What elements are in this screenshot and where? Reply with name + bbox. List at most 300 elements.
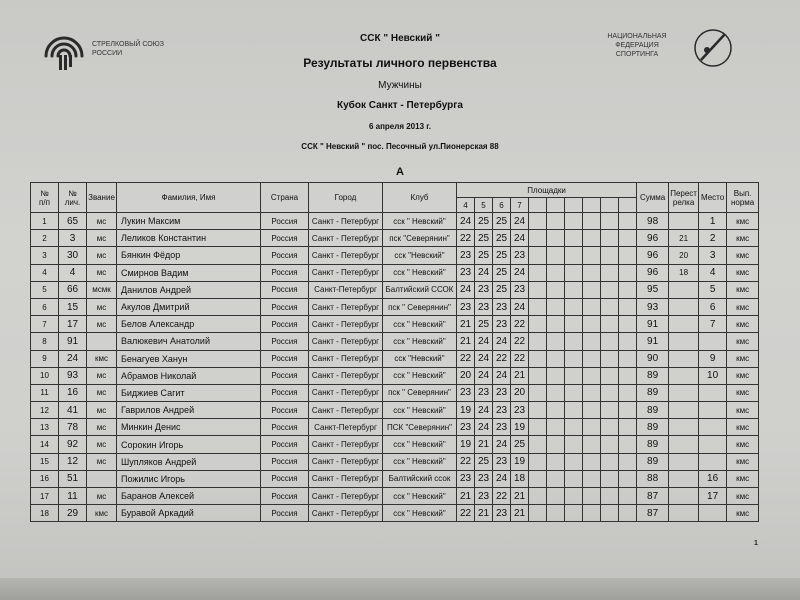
total-sum: 90 bbox=[637, 350, 669, 367]
table-row bbox=[31, 350, 759, 367]
ground-score-empty bbox=[565, 213, 583, 230]
rank: мсмк bbox=[87, 281, 117, 298]
total-sum: 89 bbox=[637, 367, 669, 384]
ground-score: 23 bbox=[511, 247, 529, 264]
ground-number-header: 7 bbox=[511, 198, 529, 213]
col-header-city: Город bbox=[309, 183, 383, 213]
place: 1 bbox=[699, 213, 727, 230]
ground-score: 23 bbox=[493, 453, 511, 470]
country: Россия bbox=[261, 436, 309, 453]
place bbox=[699, 453, 727, 470]
ground-score: 22 bbox=[511, 333, 529, 350]
ground-score-empty bbox=[547, 316, 565, 333]
club: сск " Невский" bbox=[383, 402, 457, 419]
ground-score-empty bbox=[601, 367, 619, 384]
country: Россия bbox=[261, 213, 309, 230]
table-row bbox=[31, 333, 759, 350]
ground-score-empty bbox=[601, 316, 619, 333]
shootoff-score bbox=[669, 367, 699, 384]
city: Санкт - Петербург bbox=[309, 436, 383, 453]
city: Санкт - Петербург bbox=[309, 213, 383, 230]
row-number: 3 bbox=[31, 247, 59, 264]
ground-score-empty bbox=[601, 333, 619, 350]
ground-score-empty bbox=[529, 230, 547, 247]
total-sum: 91 bbox=[637, 333, 669, 350]
row-number: 16 bbox=[31, 470, 59, 487]
ground-score-empty bbox=[529, 470, 547, 487]
shootoff-score bbox=[669, 419, 699, 436]
country: Россия bbox=[261, 333, 309, 350]
ground-score: 24 bbox=[511, 213, 529, 230]
ground-score-empty bbox=[565, 419, 583, 436]
athlete-name: Пожилис Игорь bbox=[117, 470, 261, 487]
ground-score-empty bbox=[583, 316, 601, 333]
ground-score: 25 bbox=[475, 316, 493, 333]
ground-score-empty bbox=[583, 384, 601, 401]
ground-number-header bbox=[547, 198, 565, 213]
ground-score: 20 bbox=[511, 384, 529, 401]
rank: мс bbox=[87, 367, 117, 384]
ground-score-empty bbox=[529, 453, 547, 470]
shootoff-score bbox=[669, 384, 699, 401]
rank: мс bbox=[87, 488, 117, 505]
country: Россия bbox=[261, 350, 309, 367]
total-sum: 88 bbox=[637, 470, 669, 487]
row-number: 15 bbox=[31, 453, 59, 470]
ground-score-empty bbox=[529, 281, 547, 298]
ground-score: 24 bbox=[475, 264, 493, 281]
license-number: 4 bbox=[59, 264, 87, 281]
shooting-union-name: СТРЕЛКОВЫЙ СОЮЗ РОССИИ bbox=[92, 41, 164, 57]
page-title: Результаты личного первенства bbox=[303, 56, 497, 70]
norm: кмс bbox=[727, 367, 759, 384]
ground-score-empty bbox=[583, 453, 601, 470]
col-header-place: Место bbox=[699, 183, 727, 213]
ground-score: 23 bbox=[475, 384, 493, 401]
ground-score-empty bbox=[547, 247, 565, 264]
athlete-name: Абрамов Николай bbox=[117, 367, 261, 384]
athlete-name: Данилов Андрей bbox=[117, 281, 261, 298]
norm: кмс bbox=[727, 333, 759, 350]
norm: кмс bbox=[727, 436, 759, 453]
ground-score-empty bbox=[601, 247, 619, 264]
ground-score: 24 bbox=[493, 436, 511, 453]
place: 16 bbox=[699, 470, 727, 487]
ground-score-empty bbox=[565, 298, 583, 315]
city: Санкт - Петербург bbox=[309, 402, 383, 419]
ground-score-empty bbox=[583, 419, 601, 436]
row-number: 17 bbox=[31, 488, 59, 505]
country: Россия bbox=[261, 316, 309, 333]
ground-score: 21 bbox=[457, 488, 475, 505]
club: сск " Невский" bbox=[383, 488, 457, 505]
ground-score-empty bbox=[565, 316, 583, 333]
col-header-license: № лич. bbox=[59, 183, 87, 213]
ground-score-empty bbox=[529, 402, 547, 419]
ground-score-empty bbox=[583, 402, 601, 419]
club: сск " Невский" bbox=[383, 436, 457, 453]
norm: кмс bbox=[727, 230, 759, 247]
ground-score: 20 bbox=[457, 367, 475, 384]
col-header-grounds: Площадки bbox=[457, 183, 637, 198]
city: Санкт-Петербург bbox=[309, 419, 383, 436]
ground-score: 23 bbox=[475, 488, 493, 505]
ground-score-empty bbox=[565, 505, 583, 522]
city: Санкт - Петербург bbox=[309, 230, 383, 247]
row-number: 5 bbox=[31, 281, 59, 298]
country: Россия bbox=[261, 367, 309, 384]
license-number: 11 bbox=[59, 488, 87, 505]
athlete-name: Валюкевич Анатолий bbox=[117, 333, 261, 350]
ground-score-empty bbox=[529, 333, 547, 350]
athlete-name: Смирнов Вадим bbox=[117, 264, 261, 281]
ground-score-empty bbox=[601, 213, 619, 230]
license-number: 30 bbox=[59, 247, 87, 264]
club: пск " Северянин" bbox=[383, 298, 457, 315]
ground-score-empty bbox=[583, 505, 601, 522]
total-sum: 95 bbox=[637, 281, 669, 298]
ground-score: 21 bbox=[511, 367, 529, 384]
ground-score-empty bbox=[619, 367, 637, 384]
ground-score-empty bbox=[565, 384, 583, 401]
ground-score: 19 bbox=[457, 402, 475, 419]
ground-score-empty bbox=[547, 488, 565, 505]
ground-score-empty bbox=[565, 247, 583, 264]
place bbox=[699, 419, 727, 436]
license-number: 51 bbox=[59, 470, 87, 487]
athlete-name: Белов Александр bbox=[117, 316, 261, 333]
ground-score: 23 bbox=[475, 281, 493, 298]
ground-score-empty bbox=[547, 367, 565, 384]
shootoff-score bbox=[669, 505, 699, 522]
ground-score-empty bbox=[565, 470, 583, 487]
place: 3 bbox=[699, 247, 727, 264]
date-heading: 6 апреля 2013 г. bbox=[368, 122, 432, 131]
col-header-rank: Звание bbox=[87, 183, 117, 213]
rank: кмс bbox=[87, 505, 117, 522]
ground-score: 22 bbox=[457, 505, 475, 522]
ground-score: 23 bbox=[493, 384, 511, 401]
ground-score: 24 bbox=[457, 281, 475, 298]
ground-score: 23 bbox=[511, 402, 529, 419]
row-number: 12 bbox=[31, 402, 59, 419]
place bbox=[699, 436, 727, 453]
club: сск " Невский" bbox=[383, 453, 457, 470]
results-table bbox=[30, 182, 759, 522]
total-sum: 89 bbox=[637, 402, 669, 419]
ground-score-empty bbox=[529, 247, 547, 264]
city: Санкт - Петербург bbox=[309, 505, 383, 522]
total-sum: 96 bbox=[637, 247, 669, 264]
row-number: 9 bbox=[31, 350, 59, 367]
col-header-shootoff: Перест релка bbox=[669, 183, 699, 213]
ground-score-empty bbox=[619, 384, 637, 401]
ground-score: 23 bbox=[511, 281, 529, 298]
ground-score-empty bbox=[601, 281, 619, 298]
ground-score-empty bbox=[583, 230, 601, 247]
ground-number-header bbox=[565, 198, 583, 213]
row-number: 10 bbox=[31, 367, 59, 384]
ground-score: 22 bbox=[511, 316, 529, 333]
ground-score-empty bbox=[547, 230, 565, 247]
col-header-club: Клуб bbox=[383, 183, 457, 213]
city: Санкт - Петербург bbox=[309, 264, 383, 281]
col-header-num: № п/п bbox=[31, 183, 59, 213]
ground-score: 22 bbox=[511, 350, 529, 367]
norm: кмс bbox=[727, 505, 759, 522]
ground-score: 25 bbox=[493, 281, 511, 298]
table-row bbox=[31, 384, 759, 401]
ground-score-empty bbox=[601, 488, 619, 505]
ground-score-empty bbox=[547, 350, 565, 367]
ground-score: 25 bbox=[511, 436, 529, 453]
ground-number-header bbox=[529, 198, 547, 213]
ground-score: 24 bbox=[475, 402, 493, 419]
table-row bbox=[31, 488, 759, 505]
ground-score-empty bbox=[565, 264, 583, 281]
ground-score: 21 bbox=[457, 333, 475, 350]
ground-score-empty bbox=[601, 419, 619, 436]
rank: мс bbox=[87, 453, 117, 470]
ground-score: 25 bbox=[493, 213, 511, 230]
rank: мс bbox=[87, 384, 117, 401]
ground-score-empty bbox=[547, 419, 565, 436]
norm: кмс bbox=[727, 384, 759, 401]
place: 10 bbox=[699, 367, 727, 384]
sporting-federation-name: НАЦИОНАЛЬНАЯ ФЕДЕРАЦИЯ СПОРТИНГА bbox=[607, 33, 667, 58]
shootoff-score: 18 bbox=[669, 264, 699, 281]
ground-score: 22 bbox=[457, 453, 475, 470]
athlete-name: Биджиев Сагит bbox=[117, 384, 261, 401]
ground-score-empty bbox=[547, 505, 565, 522]
ground-score: 24 bbox=[457, 213, 475, 230]
ground-score-empty bbox=[583, 367, 601, 384]
athlete-name: Гаврилов Андрей bbox=[117, 402, 261, 419]
ground-score: 21 bbox=[511, 488, 529, 505]
club: Балтийский ССОК bbox=[383, 281, 457, 298]
city: Санкт - Петербург bbox=[309, 350, 383, 367]
ground-score-empty bbox=[529, 350, 547, 367]
ground-number-header bbox=[583, 198, 601, 213]
ground-score-empty bbox=[547, 264, 565, 281]
city: Санкт-Петербург bbox=[309, 281, 383, 298]
place: 9 bbox=[699, 350, 727, 367]
row-number: 8 bbox=[31, 333, 59, 350]
table-row bbox=[31, 264, 759, 281]
country: Россия bbox=[261, 298, 309, 315]
ground-score-empty bbox=[529, 264, 547, 281]
ground-score: 19 bbox=[457, 436, 475, 453]
ground-score: 23 bbox=[493, 298, 511, 315]
norm: кмс bbox=[727, 453, 759, 470]
license-number: 93 bbox=[59, 367, 87, 384]
ground-score: 21 bbox=[475, 505, 493, 522]
shooting-union-logo-icon bbox=[40, 28, 88, 76]
ground-score-empty bbox=[619, 402, 637, 419]
country: Россия bbox=[261, 281, 309, 298]
ground-score-empty bbox=[619, 436, 637, 453]
ground-score: 25 bbox=[475, 230, 493, 247]
shootoff-score bbox=[669, 453, 699, 470]
city: Санкт - Петербург bbox=[309, 333, 383, 350]
ground-score: 24 bbox=[493, 333, 511, 350]
ground-score: 19 bbox=[511, 419, 529, 436]
ground-score-empty bbox=[565, 436, 583, 453]
ground-score-empty bbox=[601, 470, 619, 487]
country: Россия bbox=[261, 505, 309, 522]
ground-score-empty bbox=[619, 230, 637, 247]
place: 17 bbox=[699, 488, 727, 505]
city: Санкт - Петербург bbox=[309, 453, 383, 470]
ground-score-empty bbox=[529, 213, 547, 230]
ground-score: 24 bbox=[493, 470, 511, 487]
ground-score: 23 bbox=[475, 298, 493, 315]
place: 2 bbox=[699, 230, 727, 247]
row-number: 6 bbox=[31, 298, 59, 315]
country: Россия bbox=[261, 264, 309, 281]
ground-score: 21 bbox=[457, 316, 475, 333]
rank: мс bbox=[87, 247, 117, 264]
ground-score: 23 bbox=[457, 264, 475, 281]
ground-score-empty bbox=[583, 333, 601, 350]
country: Россия bbox=[261, 453, 309, 470]
ground-score: 23 bbox=[475, 470, 493, 487]
table-row bbox=[31, 453, 759, 470]
category-heading: Мужчины bbox=[378, 80, 422, 91]
ground-score: 25 bbox=[475, 453, 493, 470]
ground-score-empty bbox=[601, 230, 619, 247]
rank: мс bbox=[87, 419, 117, 436]
club: сск " Невский" bbox=[383, 505, 457, 522]
row-number: 7 bbox=[31, 316, 59, 333]
ground-score-empty bbox=[565, 453, 583, 470]
ground-score: 23 bbox=[457, 247, 475, 264]
row-number: 14 bbox=[31, 436, 59, 453]
header-row-top bbox=[31, 183, 759, 198]
place bbox=[699, 333, 727, 350]
table-row bbox=[31, 316, 759, 333]
ground-score-empty bbox=[583, 281, 601, 298]
norm: кмс bbox=[727, 419, 759, 436]
ground-score: 24 bbox=[475, 333, 493, 350]
norm: кмс bbox=[727, 316, 759, 333]
sporting-federation-logo-icon bbox=[691, 26, 735, 70]
ground-score-empty bbox=[583, 247, 601, 264]
ground-score-empty bbox=[601, 402, 619, 419]
place: 5 bbox=[699, 281, 727, 298]
ground-score-empty bbox=[601, 264, 619, 281]
license-number: 78 bbox=[59, 419, 87, 436]
table-row bbox=[31, 505, 759, 522]
norm: кмс bbox=[727, 350, 759, 367]
club: сск " Невский" bbox=[383, 316, 457, 333]
city: Санкт - Петербург bbox=[309, 298, 383, 315]
place: 4 bbox=[699, 264, 727, 281]
athlete-name: Бенагуев Ханун bbox=[117, 350, 261, 367]
table-row bbox=[31, 402, 759, 419]
rank bbox=[87, 333, 117, 350]
ground-score: 23 bbox=[457, 470, 475, 487]
total-sum: 96 bbox=[637, 264, 669, 281]
ground-number-header: 6 bbox=[493, 198, 511, 213]
ground-score-empty bbox=[583, 264, 601, 281]
license-number: 12 bbox=[59, 453, 87, 470]
rank: мс bbox=[87, 436, 117, 453]
ground-score-empty bbox=[547, 333, 565, 350]
group-heading: А bbox=[396, 166, 404, 178]
license-number: 41 bbox=[59, 402, 87, 419]
results-table-body bbox=[31, 213, 759, 522]
total-sum: 87 bbox=[637, 505, 669, 522]
ground-score-empty bbox=[619, 264, 637, 281]
table-row bbox=[31, 470, 759, 487]
rank: мс bbox=[87, 316, 117, 333]
table-row bbox=[31, 419, 759, 436]
athlete-name: Шупляков Андрей bbox=[117, 453, 261, 470]
shootoff-score: 20 bbox=[669, 247, 699, 264]
country: Россия bbox=[261, 488, 309, 505]
license-number: 15 bbox=[59, 298, 87, 315]
norm: кмс bbox=[727, 470, 759, 487]
ground-number-header bbox=[601, 198, 619, 213]
place bbox=[699, 402, 727, 419]
place: 7 bbox=[699, 316, 727, 333]
shootoff-score bbox=[669, 436, 699, 453]
license-number: 17 bbox=[59, 316, 87, 333]
club: сск "Невский" bbox=[383, 247, 457, 264]
ground-score-empty bbox=[529, 298, 547, 315]
row-number: 4 bbox=[31, 264, 59, 281]
ground-score-empty bbox=[619, 488, 637, 505]
ground-score: 24 bbox=[493, 367, 511, 384]
shooting-union-header bbox=[40, 28, 180, 78]
cup-heading: Кубок Санкт - Петербурга bbox=[337, 100, 463, 111]
club: сск "Невский" bbox=[383, 350, 457, 367]
ground-score-empty bbox=[565, 333, 583, 350]
ground-score-empty bbox=[619, 247, 637, 264]
ground-score-empty bbox=[565, 281, 583, 298]
country: Россия bbox=[261, 384, 309, 401]
sporting-federation-header bbox=[585, 26, 755, 76]
col-header-country: Страна bbox=[261, 183, 309, 213]
ground-score-empty bbox=[529, 436, 547, 453]
ground-score: 23 bbox=[493, 316, 511, 333]
ground-score: 23 bbox=[493, 505, 511, 522]
ground-score-empty bbox=[565, 367, 583, 384]
country: Россия bbox=[261, 402, 309, 419]
license-number: 16 bbox=[59, 384, 87, 401]
rank: мс bbox=[87, 213, 117, 230]
ground-score: 23 bbox=[457, 298, 475, 315]
ground-score: 25 bbox=[475, 213, 493, 230]
results-table-header bbox=[31, 183, 759, 213]
total-sum: 89 bbox=[637, 453, 669, 470]
shootoff-score bbox=[669, 488, 699, 505]
ground-score-empty bbox=[619, 213, 637, 230]
ground-score-empty bbox=[529, 488, 547, 505]
shootoff-score: 21 bbox=[669, 230, 699, 247]
ground-score-empty bbox=[547, 281, 565, 298]
table-row bbox=[31, 230, 759, 247]
shootoff-score bbox=[669, 350, 699, 367]
row-number: 1 bbox=[31, 213, 59, 230]
ground-score-empty bbox=[619, 453, 637, 470]
shootoff-score bbox=[669, 281, 699, 298]
ground-score-empty bbox=[619, 505, 637, 522]
ground-score-empty bbox=[583, 298, 601, 315]
ground-score: 25 bbox=[493, 264, 511, 281]
ground-number-header: 5 bbox=[475, 198, 493, 213]
